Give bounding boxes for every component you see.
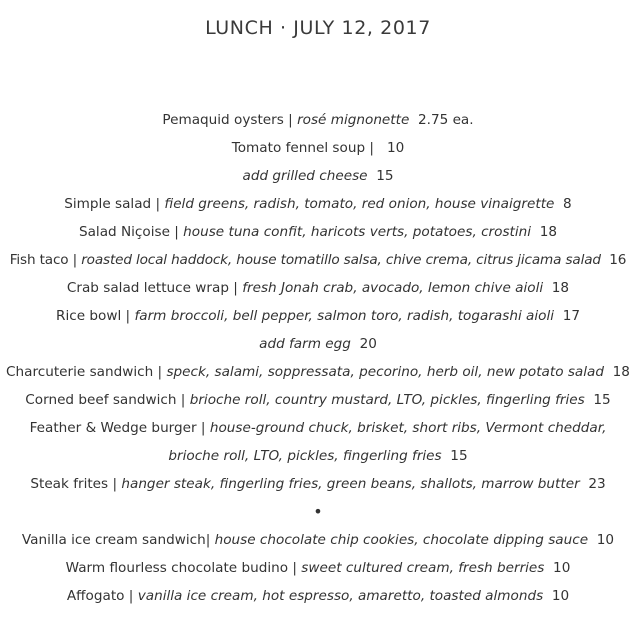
menu-item [0, 134, 636, 162]
item-name: Charcuterie sandwich | [6, 364, 163, 380]
menu-item [0, 470, 636, 498]
item-price: 16 [609, 252, 627, 268]
item-price: 18 [612, 364, 630, 380]
item-price: 17 [562, 308, 580, 324]
menu-addon [0, 330, 636, 358]
item-name: Pemaquid oysters | [162, 112, 293, 128]
item-description: rosé mignonette [297, 112, 410, 128]
menu-item [0, 582, 636, 610]
item-price: 10 [553, 560, 571, 576]
item-name: Vanilla ice cream sandwich| [21, 532, 211, 548]
item-price: 15 [450, 448, 468, 464]
item-price: 10 [551, 588, 570, 604]
item-price: 8 [563, 196, 572, 212]
item-name: Tomato fennel soup | [231, 140, 374, 156]
menu-item [0, 106, 636, 134]
item-description: farm broccoli, bell pepper, salmon toro, radish, togarashi aioli [134, 308, 555, 324]
item-description: brioche roll, country mustard, LTO, pickles, fingerling fries [189, 392, 585, 408]
item-name: Salad Niçoise | [78, 224, 179, 240]
menu-title: LUNCH · JULY 12, 2017 [205, 17, 431, 39]
item-name: Steak frites | [30, 476, 118, 492]
addon-description: add farm egg [259, 336, 351, 352]
item-name: Corned beef sandwich | [25, 392, 186, 408]
menu-addon [0, 162, 636, 190]
menu-item [0, 358, 636, 386]
menu-item [0, 246, 636, 274]
item-price: 18 [539, 224, 558, 240]
menu-item [0, 274, 636, 302]
addon-price: 15 [376, 168, 394, 184]
item-description: brioche roll, LTO, pickles, fingerling fries [168, 448, 442, 464]
menu-item [0, 414, 636, 442]
menu-item [0, 526, 636, 554]
menu-item [0, 302, 636, 330]
item-price: 15 [593, 392, 611, 408]
item-name: Crab salad lettuce wrap | [66, 280, 238, 296]
item-description: house tuna confit, haricots verts, potatoes, crostini [183, 224, 532, 240]
item-name: Simple salad | [64, 196, 161, 212]
item-name: Warm flourless chocolate budino | [65, 560, 297, 576]
item-price: 23 [588, 476, 606, 492]
menu-item [0, 554, 636, 582]
addon-description: add grilled cheese [242, 168, 368, 184]
item-name: Feather & Wedge burger | [29, 420, 206, 436]
item-name: Rice bowl | [56, 308, 131, 324]
addon-price: 20 [359, 336, 377, 352]
item-description: fresh Jonah crab, avocado, lemon chive aioli [242, 280, 544, 296]
item-description: house-ground chuck, brisket, short ribs, Vermont cheddar, [209, 420, 607, 436]
item-description: field greens, radish, tomato, red onion, house vinaigrette [164, 196, 555, 212]
menu-item [0, 190, 636, 218]
item-name: Fish taco | [9, 252, 78, 268]
item-description: hanger steak, fingerling fries, green beans, shallots, marrow butter [121, 476, 580, 492]
menu-item [0, 386, 636, 414]
item-description: roasted local haddock, house tomatillo salsa, chive crema, citrus jicama salad [81, 252, 601, 268]
item-description: speck, salami, soppressata, pecorino, herb oil, new potato salad [166, 364, 604, 380]
item-description: vanilla ice cream, hot espresso, amaretto, toasted almonds [137, 588, 544, 604]
item-description: sweet cultured cream, fresh berries [301, 560, 545, 576]
item-price: 2.75 ea. [417, 112, 474, 128]
item-price: 10 [386, 140, 405, 156]
item-price: 18 [551, 280, 570, 296]
item-price: 10 [596, 532, 615, 548]
item-name: Affogato | [66, 588, 134, 604]
menu-item-continuation [0, 442, 636, 470]
menu-list [0, 106, 636, 610]
section-separator-bullet: • [313, 502, 323, 521]
item-description: house chocolate chip cookies, chocolate dipping sauce [214, 532, 589, 548]
menu-item [0, 218, 636, 246]
